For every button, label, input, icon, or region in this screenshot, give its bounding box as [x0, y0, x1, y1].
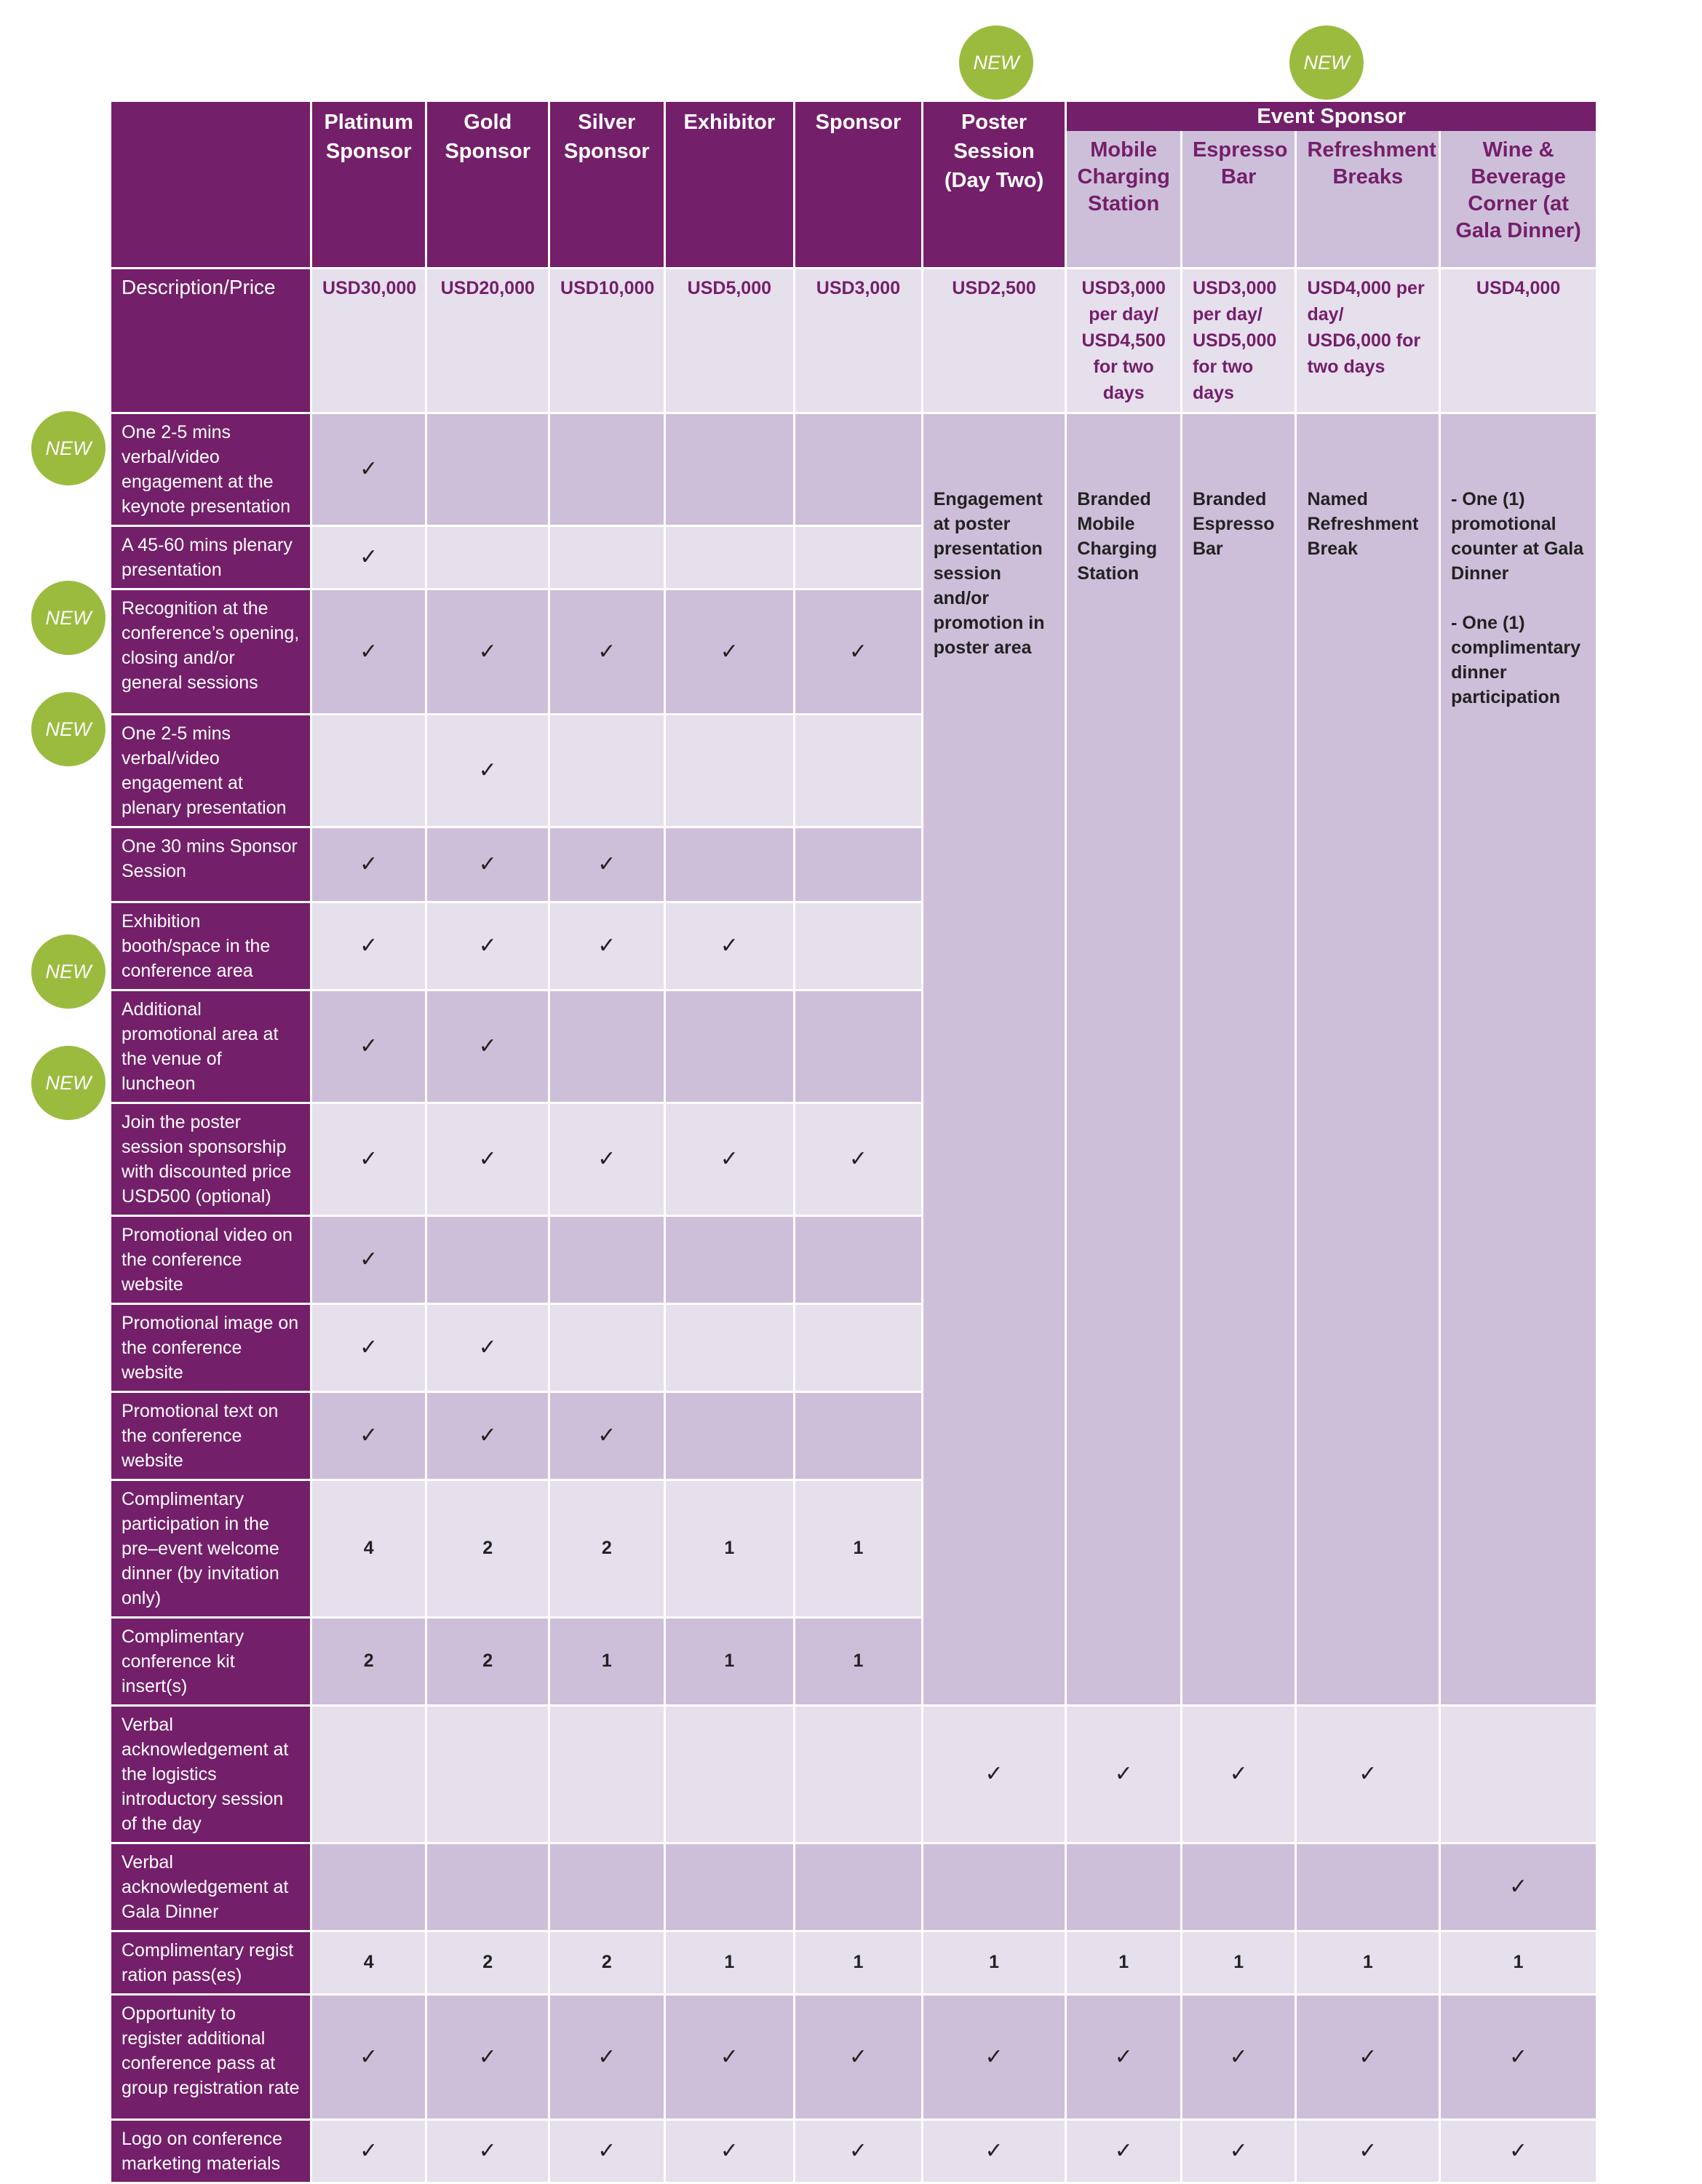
row-label: A 45-60 mins plenary presentation: [111, 525, 311, 589]
col-header-mobile: Mobile Charging Station: [1066, 131, 1182, 268]
cell-silver: [549, 1215, 665, 1303]
cell-refreshment: ✓: [1296, 1705, 1440, 1843]
cell-espresso: 1: [1181, 1931, 1296, 1994]
cell-platinum: ✓: [311, 589, 426, 714]
cell-gold: ✓: [426, 1391, 549, 1480]
row-label: Exhibition booth/space in the conference area: [111, 902, 311, 990]
cell-platinum: [311, 714, 426, 827]
cell-silver: [549, 1843, 665, 1931]
cell-gold: ✓: [426, 1303, 549, 1391]
cell-wine: 1: [1440, 1931, 1597, 1994]
cell-poster: ✓: [922, 1705, 1066, 1843]
wine-benefit-counter: - One (1) promotional counter at Gala Dinner: [1451, 488, 1584, 584]
cell-exhibitor: [664, 827, 795, 902]
row-label: One 2-5 mins verbal/video engagement at the keynote presentation: [111, 413, 311, 525]
price-row: [111, 268, 1597, 413]
cell-platinum: ✓: [311, 1303, 426, 1391]
price-platinum: USD30,000: [311, 268, 426, 413]
cell-platinum: ✓: [311, 827, 426, 902]
price-refreshment: USD4,000 per day/ USD6,000 for two days: [1296, 268, 1440, 413]
cell-mobile: ✓: [1066, 1994, 1182, 2119]
cell-exhibitor: 1: [664, 1617, 795, 1705]
cell-gold: ✓: [426, 990, 549, 1103]
mobile-benefits: Branded Mobile Charging Station: [1066, 413, 1182, 1705]
row-label: Promotional image on the conference website: [111, 1303, 311, 1391]
cell-silver: ✓: [549, 1994, 665, 2119]
refreshment-benefits: Named Refreshment Break: [1296, 413, 1440, 1705]
price-exhibitor: USD5,000: [664, 268, 795, 413]
price-silver: USD10,000: [549, 268, 665, 413]
cell-silver: 1: [549, 1617, 665, 1705]
cell-platinum: 4: [311, 1480, 426, 1617]
col-header-event-sponsor: Event Sponsor: [1066, 102, 1597, 131]
row-label: Opportunity to register additional conference pass at group registration rate: [111, 1994, 311, 2119]
header-corner: [111, 102, 311, 268]
cell-poster: [922, 1843, 1066, 1931]
price-mobile: USD3,000 per day/ USD4,500 for two days: [1066, 268, 1182, 413]
cell-wine: ✓: [1440, 1843, 1597, 1931]
cell-platinum: 4: [311, 1931, 426, 1994]
col-header-silver: Silver Sponsor: [549, 102, 665, 268]
cell-wine: ✓: [1440, 1994, 1597, 2119]
price-espresso: USD3,000 per day/ USD5,000 for two days: [1181, 268, 1296, 413]
cell-sponsor: ✓: [795, 589, 923, 714]
table-row: [111, 413, 1597, 525]
cell-exhibitor: [664, 714, 795, 827]
cell-gold: [426, 413, 549, 525]
cell-exhibitor: [664, 1303, 795, 1391]
cell-exhibitor: [664, 413, 795, 525]
cell-exhibitor: [664, 990, 795, 1103]
cell-espresso: ✓: [1181, 1994, 1296, 2119]
cell-poster: ✓: [922, 1994, 1066, 2119]
cell-poster: 1: [922, 1931, 1066, 1994]
cell-wine: ✓: [1440, 2119, 1597, 2183]
cell-sponsor: ✓: [795, 2119, 923, 2183]
row-label: Complimentary regist ration pass(es): [111, 1931, 311, 1994]
cell-gold: ✓: [426, 589, 549, 714]
cell-silver: [549, 1705, 665, 1843]
cell-silver: ✓: [549, 2119, 665, 2183]
cell-sponsor: [795, 1843, 923, 1931]
cell-silver: [549, 1303, 665, 1391]
price-gold: USD20,000: [426, 268, 549, 413]
cell-sponsor: [795, 1303, 923, 1391]
cell-espresso: ✓: [1181, 1705, 1296, 1843]
cell-gold: [426, 1215, 549, 1303]
cell-sponsor: 1: [795, 1617, 923, 1705]
cell-platinum: [311, 1843, 426, 1931]
cell-silver: ✓: [549, 902, 665, 990]
cell-refreshment: ✓: [1296, 2119, 1440, 2183]
cell-gold: ✓: [426, 1994, 549, 2119]
cell-gold: 2: [426, 1931, 549, 1994]
cell-silver: [549, 413, 665, 525]
new-badge-row-keynote: NEW: [31, 411, 106, 485]
row-label: Promotional text on the conference website: [111, 1391, 311, 1480]
row-label: Complimentary conference kit insert(s): [111, 1617, 311, 1705]
cell-silver: 2: [549, 1931, 665, 1994]
row-label: One 2-5 mins verbal/video engagement at plenary presentation: [111, 714, 311, 827]
table-row: [111, 1931, 1597, 1994]
cell-exhibitor: [664, 1391, 795, 1480]
row-label: Verbal acknowledgement at the logistics introductory session of the day: [111, 1705, 311, 1843]
cell-gold: 2: [426, 1480, 549, 1617]
cell-sponsor: ✓: [795, 1994, 923, 2119]
col-header-platinum: Platinum Sponsor: [311, 102, 426, 268]
col-header-refreshment: Refreshment Breaks: [1296, 131, 1440, 268]
espresso-benefits: Branded Espresso Bar: [1181, 413, 1296, 1705]
cell-platinum: [311, 1705, 426, 1843]
cell-exhibitor: ✓: [664, 1994, 795, 2119]
cell-poster: ✓: [922, 2119, 1066, 2183]
wine-benefit-dinner: - One (1) complimentary dinner participation: [1451, 612, 1580, 707]
cell-exhibitor: [664, 1705, 795, 1843]
cell-wine: [1440, 1705, 1597, 1843]
cell-silver: [549, 714, 665, 827]
cell-gold: [426, 1705, 549, 1843]
cell-silver: ✓: [549, 1103, 665, 1215]
cell-exhibitor: [664, 1215, 795, 1303]
table-row: [111, 1994, 1597, 2119]
cell-exhibitor: [664, 525, 795, 589]
table-row: [111, 1843, 1597, 1931]
cell-exhibitor: ✓: [664, 902, 795, 990]
new-badge-row-poster-join: NEW: [31, 1046, 106, 1120]
cell-platinum: ✓: [311, 1103, 426, 1215]
cell-exhibitor: [664, 1843, 795, 1931]
cell-silver: ✓: [549, 1391, 665, 1480]
cell-silver: ✓: [549, 589, 665, 714]
cell-platinum: ✓: [311, 990, 426, 1103]
cell-silver: [549, 525, 665, 589]
cell-sponsor: 1: [795, 1480, 923, 1617]
price-sponsor: USD3,000: [795, 268, 923, 413]
cell-platinum: 2: [311, 1617, 426, 1705]
cell-silver: 2: [549, 1480, 665, 1617]
cell-gold: ✓: [426, 1103, 549, 1215]
cell-sponsor: [795, 1705, 923, 1843]
cell-platinum: ✓: [311, 1391, 426, 1480]
cell-platinum: ✓: [311, 1994, 426, 2119]
row-label: One 30 mins Sponsor Session: [111, 827, 311, 902]
cell-gold: [426, 525, 549, 589]
price-wine: USD4,000: [1440, 268, 1597, 413]
cell-platinum: ✓: [311, 525, 426, 589]
cell-exhibitor: ✓: [664, 1103, 795, 1215]
col-header-wine: Wine & Beverage Corner (at Gala Dinner): [1440, 131, 1597, 268]
row-label: Logo on conference marketing materials: [111, 2119, 311, 2183]
cell-sponsor: 1: [795, 1931, 923, 1994]
cell-sponsor: [795, 902, 923, 990]
cell-mobile: ✓: [1066, 1705, 1182, 1843]
cell-exhibitor: 1: [664, 1931, 795, 1994]
col-header-exhibitor: Exhibitor: [664, 102, 795, 268]
price-poster: USD2,500: [922, 268, 1066, 413]
cell-gold: 2: [426, 1617, 549, 1705]
cell-platinum: ✓: [311, 2119, 426, 2183]
row-label: Recognition at the conference’s opening, closing and/or general sessions: [111, 589, 311, 714]
cell-sponsor: [795, 1215, 923, 1303]
cell-sponsor: [795, 714, 923, 827]
cell-espresso: ✓: [1181, 2119, 1296, 2183]
cell-refreshment: ✓: [1296, 1994, 1440, 2119]
cell-mobile: [1066, 1843, 1182, 1931]
poster-benefits: Engagement at poster presentation session and/or promotion in poster area: [922, 413, 1066, 1705]
row-label: Promotional video on the conference website: [111, 1215, 311, 1303]
cell-sponsor: [795, 525, 923, 589]
col-header-sponsor: Sponsor: [795, 102, 923, 268]
new-badge-poster: NEW: [959, 25, 1033, 100]
col-header-gold: Gold Sponsor: [426, 102, 549, 268]
row-label: Verbal acknowledgement at Gala Dinner: [111, 1843, 311, 1931]
cell-sponsor: ✓: [795, 1103, 923, 1215]
wine-benefits: [1440, 413, 1597, 1705]
new-badge-row-recognition: NEW: [31, 581, 106, 655]
cell-refreshment: [1296, 1843, 1440, 1931]
cell-espresso: [1181, 1843, 1296, 1931]
row-label: Join the poster session sponsorship with discounted price USD500 (optional): [111, 1103, 311, 1215]
cell-exhibitor: ✓: [664, 2119, 795, 2183]
row-label: Description/Price: [111, 268, 311, 413]
new-badge-row-luncheon: NEW: [31, 934, 106, 1009]
cell-silver: [549, 990, 665, 1103]
cell-mobile: 1: [1066, 1931, 1182, 1994]
row-label: Complimentary participation in the pre–event welcome dinner (by invitation only): [111, 1480, 311, 1617]
cell-platinum: ✓: [311, 902, 426, 990]
cell-gold: ✓: [426, 827, 549, 902]
cell-refreshment: 1: [1296, 1931, 1440, 1994]
cell-gold: ✓: [426, 714, 549, 827]
cell-sponsor: [795, 413, 923, 525]
cell-sponsor: [795, 827, 923, 902]
cell-gold: ✓: [426, 2119, 549, 2183]
cell-gold: [426, 1843, 549, 1931]
cell-platinum: ✓: [311, 413, 426, 525]
col-header-poster: Poster Session (Day Two): [922, 102, 1066, 268]
cell-exhibitor: ✓: [664, 589, 795, 714]
table-row: [111, 2119, 1597, 2183]
table-row: [111, 1705, 1597, 1843]
row-label: Additional promotional area at the venue of luncheon: [111, 990, 311, 1103]
cell-gold: ✓: [426, 902, 549, 990]
cell-mobile: ✓: [1066, 2119, 1182, 2183]
cell-sponsor: [795, 990, 923, 1103]
new-badge-event-sponsor: NEW: [1289, 25, 1364, 100]
cell-sponsor: [795, 1391, 923, 1480]
cell-silver: ✓: [549, 827, 665, 902]
new-badge-row-plenary: NEW: [31, 692, 106, 766]
col-header-espresso: Espresso Bar: [1181, 131, 1296, 268]
cell-platinum: ✓: [311, 1215, 426, 1303]
cell-exhibitor: 1: [664, 1480, 795, 1617]
sponsorship-packages-table: [109, 102, 1598, 2184]
